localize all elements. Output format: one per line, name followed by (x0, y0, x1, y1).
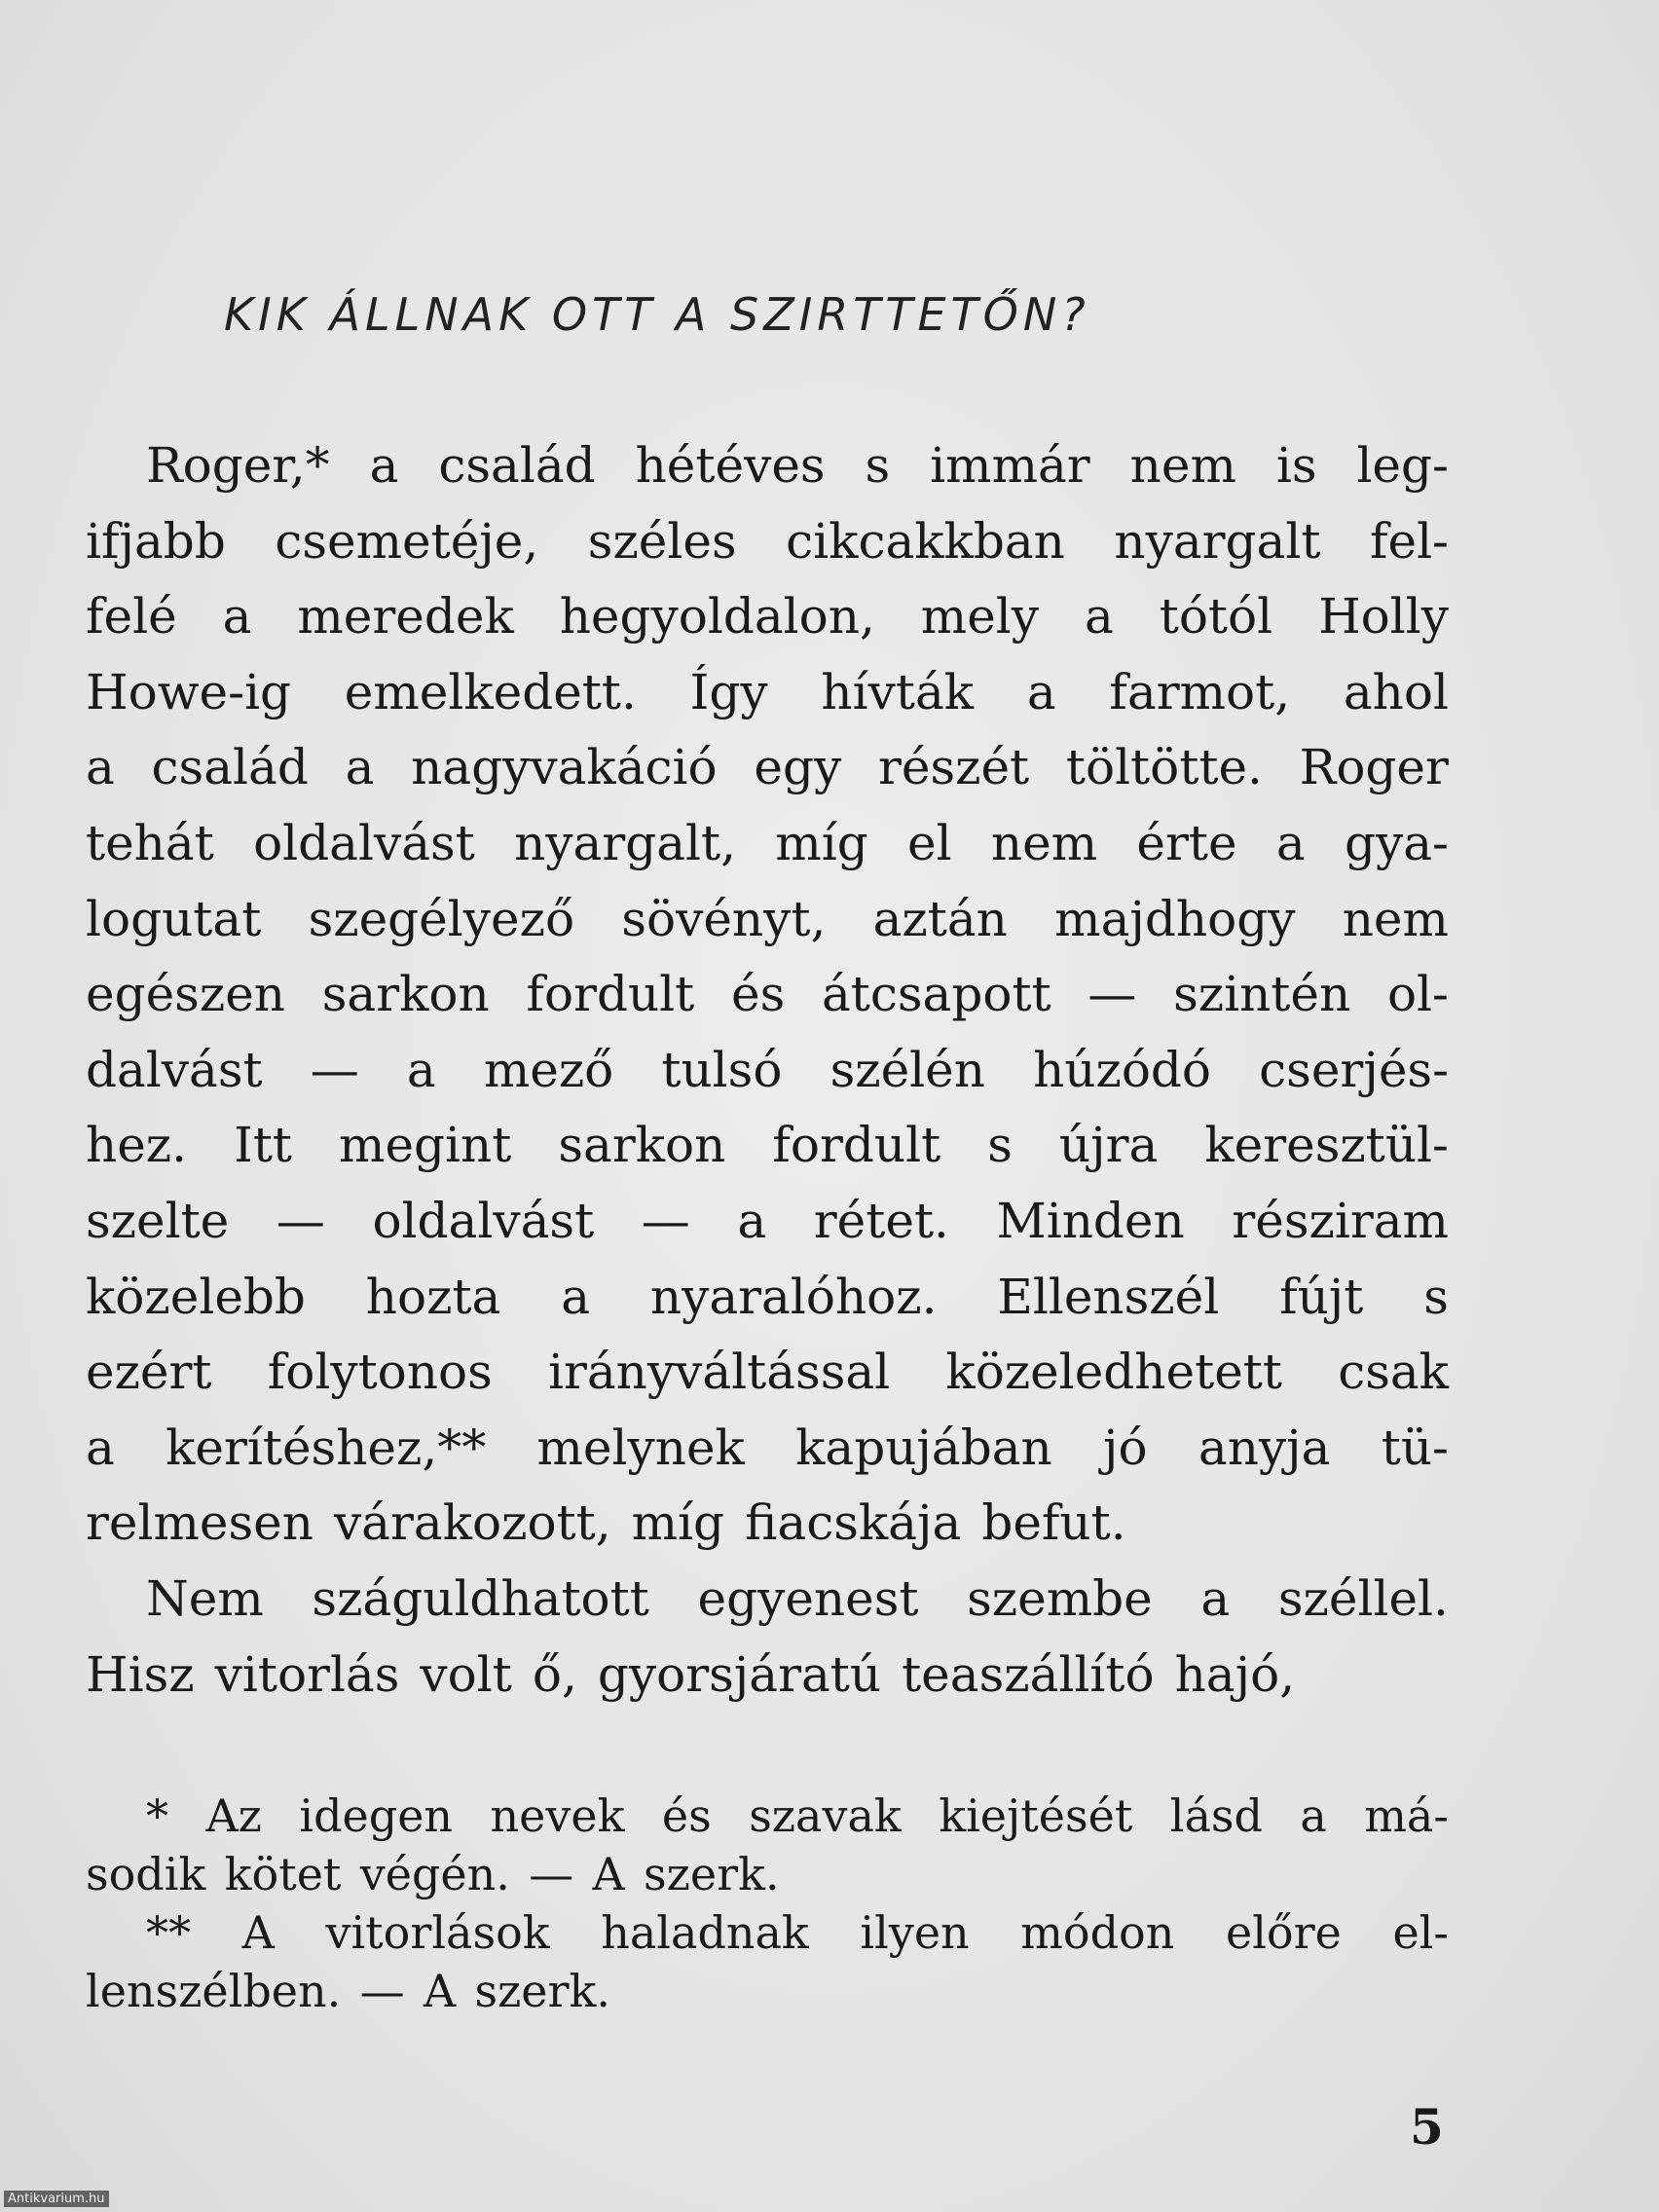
body-line: Roger,* a család hétéves s immár nem is leg- (146, 437, 1449, 494)
body-line: Howe-ig emelkedett. Így hívták a farmot, ahol (86, 663, 1449, 720)
body-line: szelte — oldalvást — a rétet. Minden résziram (86, 1192, 1449, 1249)
body-line: hez. Itt megint sarkon fordult s újra keresztül- (86, 1117, 1449, 1174)
body-line: Hisz vitorlás volt ő, gyorsjáratú teaszállító hajó, (86, 1645, 1296, 1703)
body-text (86, 428, 1449, 1713)
footnote-line: ** A vitorlások haladnak ilyen módon előre el- (146, 1906, 1449, 1959)
page-number: 5 (1410, 2098, 1444, 2156)
watermark: Antikvarium.hu (4, 2191, 109, 2207)
footnotes (86, 1787, 1449, 2020)
body-line: közelebb hozta a nyaralóhoz. Ellenszél fújt s (86, 1268, 1449, 1325)
body-line: a kerítéshez,** melynek kapujában jó anyja tü- (86, 1419, 1449, 1476)
body-line: dalvást — a mező tulsó szélén húzódó cserjés- (86, 1041, 1449, 1098)
footnote-line: * Az idegen nevek és szavak kiejtését lásd a má- (146, 1789, 1449, 1842)
body-line: ezért folytonos irányváltással közeledhetett csak (86, 1344, 1449, 1401)
body-line: tehát oldalvást nyargalt, míg el nem érte a gya- (86, 814, 1449, 871)
footnote-line: lenszélben. — A szerk. (86, 1965, 610, 2017)
body-line: ifjabb csemetéje, széles cikcakkban nyargalt fel- (86, 512, 1449, 570)
body-line: egészen sarkon fordult és átcsapott — szintén ol- (86, 966, 1449, 1023)
footnote-line: sodik kötet végén. — A szerk. (86, 1848, 780, 1900)
body-line: Nem száguldhatott egyenest szembe a széllel. (146, 1569, 1449, 1627)
chapter-title: KIK ÁLLNAK OTT A SZIRTTETŐN? (224, 288, 1090, 341)
body-line: a család a nagyvakáció egy részét töltötte. Roger (86, 739, 1449, 796)
body-line: logutat szegélyező sövényt, aztán majdhogy nem (86, 890, 1449, 947)
body-line: felé a meredek hegyoldalon, mely a tótól Holly (86, 588, 1449, 645)
body-line: relmesen várakozott, míg fiacskája befut. (86, 1494, 1126, 1552)
